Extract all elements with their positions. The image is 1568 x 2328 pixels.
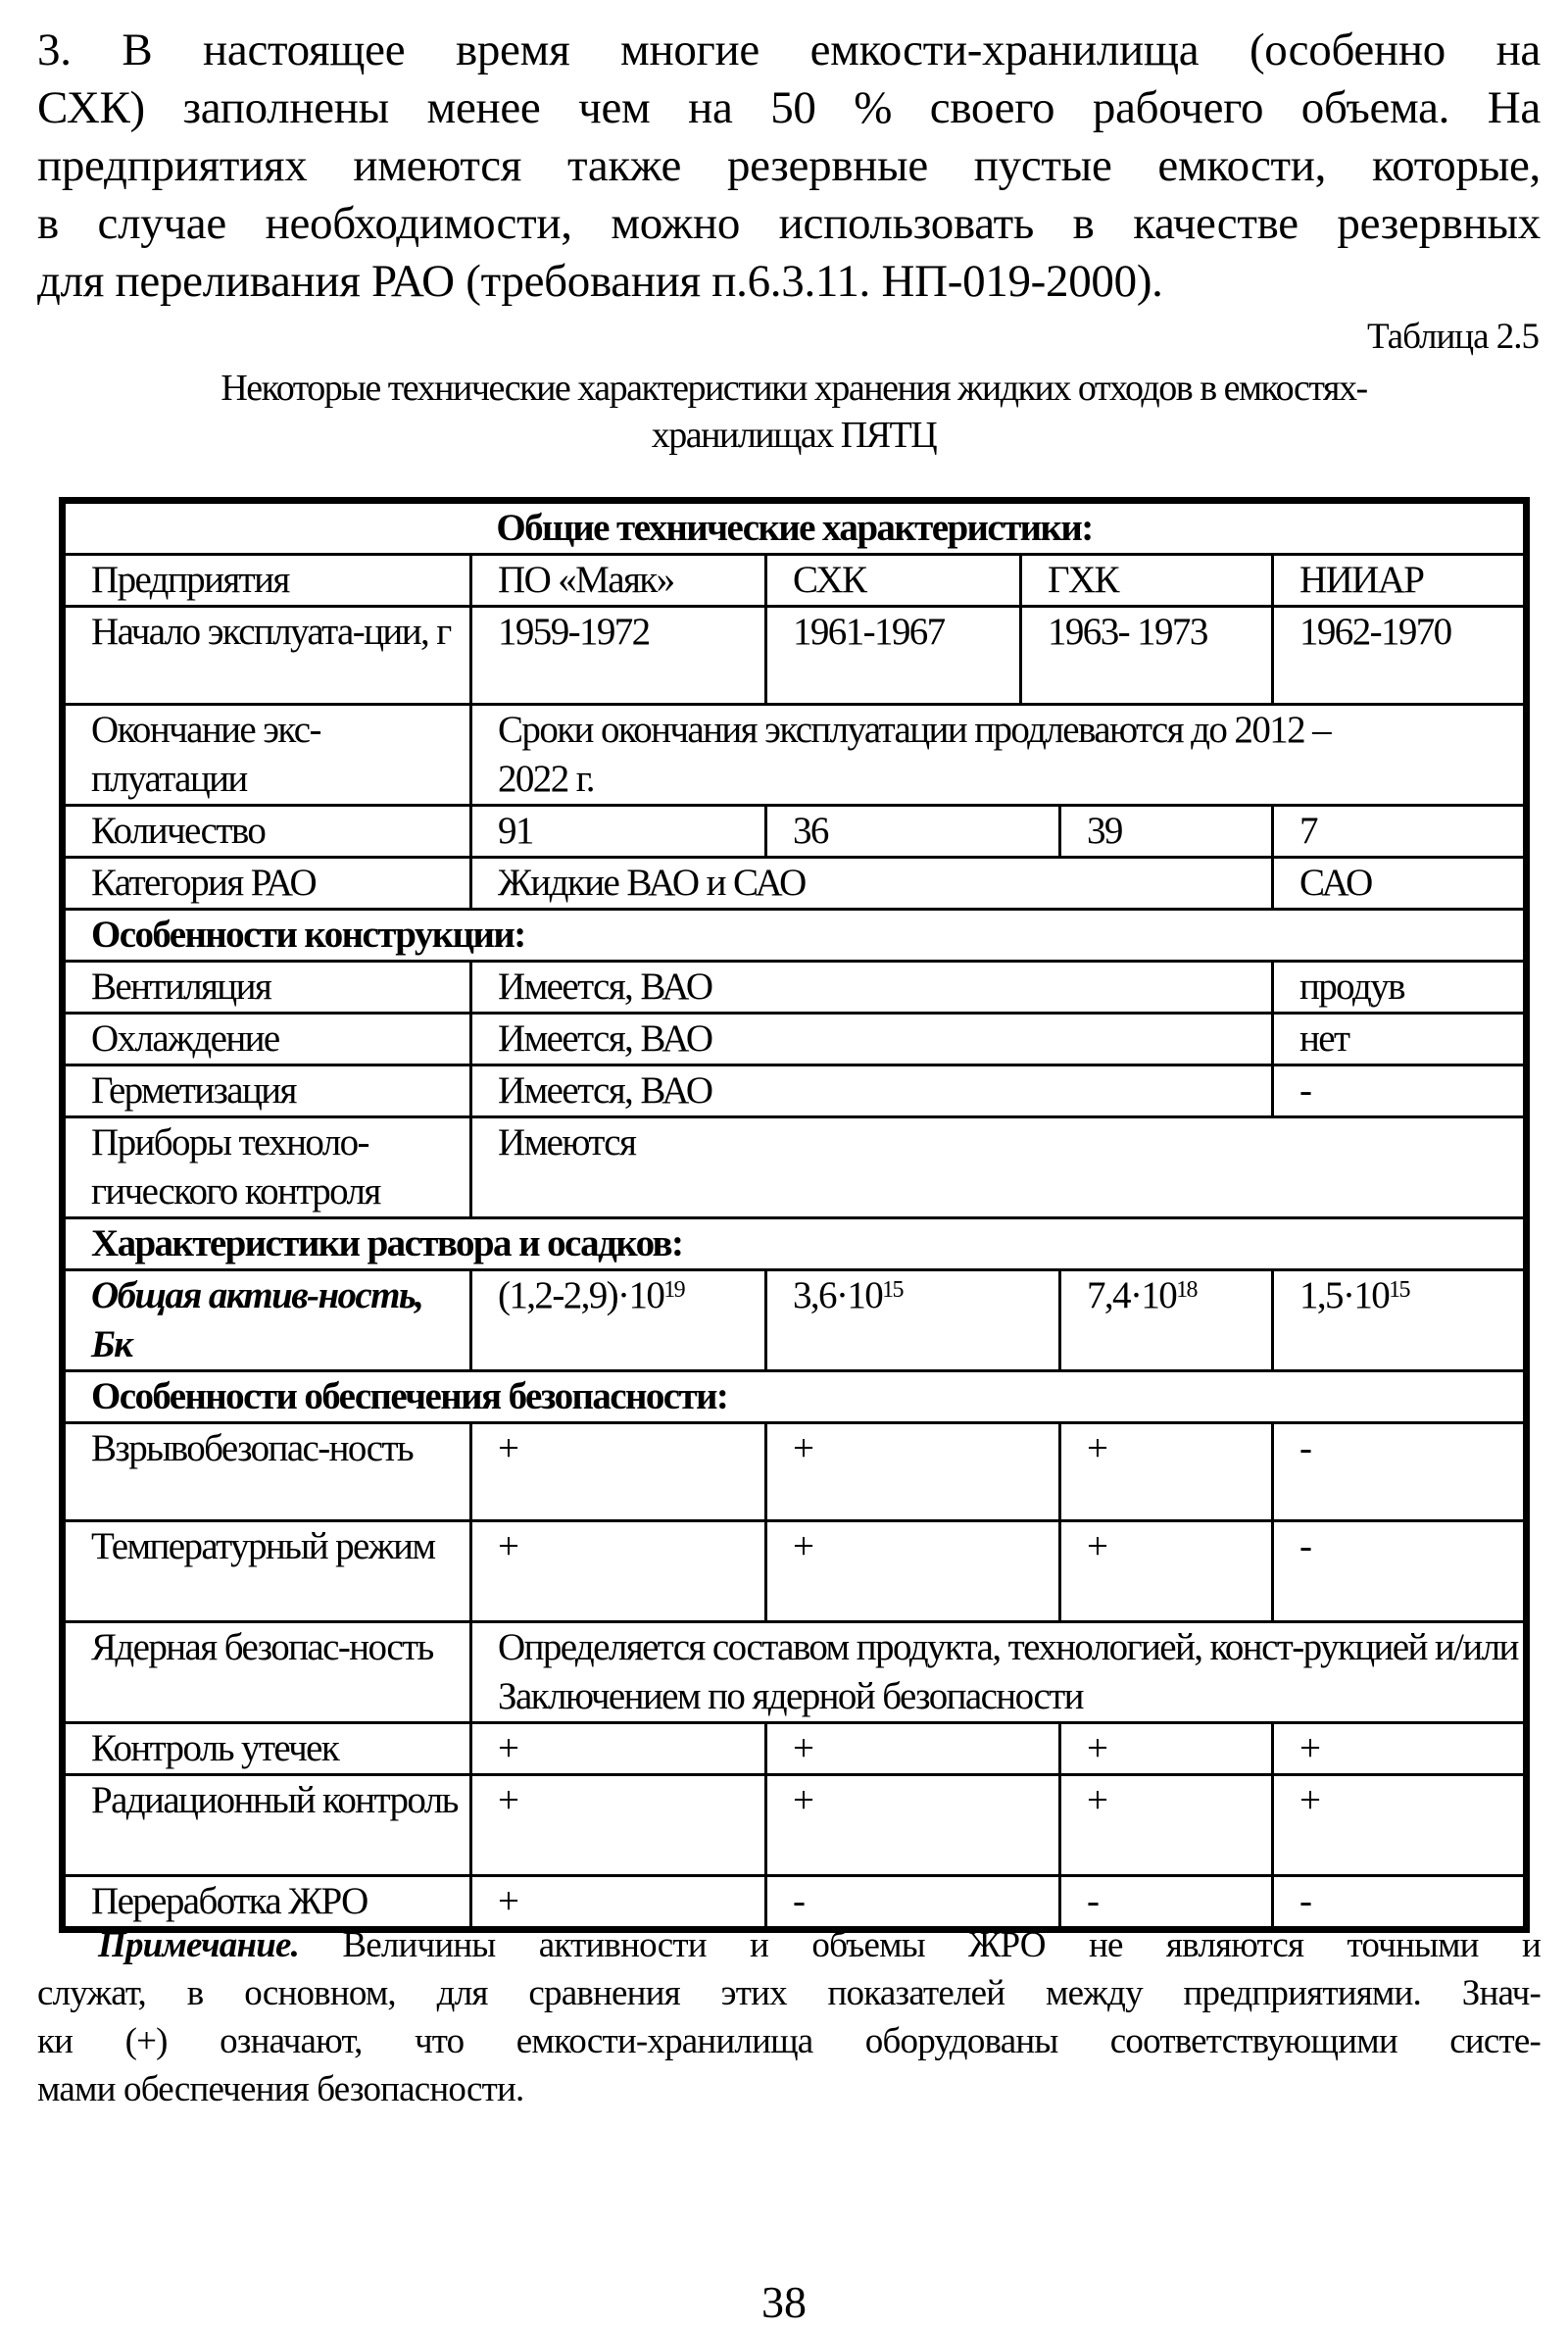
row-label: Приборы техноло-гического контроля <box>65 1117 471 1218</box>
row-label: Предприятия <box>65 555 471 607</box>
cell: + <box>1060 1723 1273 1775</box>
table-row <box>65 555 1525 607</box>
cell: Жидкие ВАО и САО <box>471 858 1273 910</box>
activity-base: 1,5·10 <box>1299 1274 1390 1316</box>
note-line <box>37 1921 1541 1969</box>
cell: продув <box>1273 962 1525 1014</box>
cell: + <box>471 1423 766 1521</box>
paragraph-line: СХК) заполнены менее чем на 50 % своего рабочего объема. На <box>37 82 1541 133</box>
caption-line: хранилищах ПЯТЦ <box>651 415 937 456</box>
body-paragraph <box>37 22 1541 311</box>
table-row <box>65 910 1525 962</box>
table-row <box>65 962 1525 1014</box>
table-row <box>65 607 1525 705</box>
cell: + <box>1273 1723 1525 1775</box>
row-label: Взрывобезопас-ность <box>65 1423 471 1521</box>
cell: 91 <box>471 806 766 858</box>
cell: - <box>1273 1423 1525 1521</box>
cell: 1963- 1973 <box>1021 607 1273 705</box>
cell: ГХК <box>1021 555 1273 607</box>
cell: + <box>1060 1423 1273 1521</box>
section-design: Особенности конструкции: <box>65 910 1525 962</box>
cell: - <box>1273 1065 1525 1117</box>
note-line: ки (+) означают, что емкости-хранилища оборудованы соответствующими систе- <box>37 2021 1541 2061</box>
paragraph-line: в случае необходимости, можно использовать в качестве резервных <box>37 198 1541 249</box>
cell: - <box>766 1876 1060 1928</box>
row-label: Температурный режим <box>65 1521 471 1622</box>
cell: 7 <box>1273 806 1525 858</box>
activity-exponent: 15 <box>882 1277 903 1303</box>
row-label: Контроль утечек <box>65 1723 471 1775</box>
table-row <box>65 1622 1525 1723</box>
activity-exponent: 19 <box>663 1277 685 1303</box>
table-caption <box>59 365 1529 459</box>
row-label: Категория РАО <box>65 858 471 910</box>
paragraph-line: предприятиях имеются также резервные пустые емкости, которые, <box>37 140 1541 191</box>
cell: нет <box>1273 1014 1525 1065</box>
table-note <box>37 1921 1541 2113</box>
cell: + <box>766 1775 1060 1876</box>
cell: + <box>471 1775 766 1876</box>
table-row <box>65 1270 1525 1371</box>
cell: 1959-1972 <box>471 607 766 705</box>
cell: ПО «Маяк» <box>471 555 766 607</box>
table-row <box>65 806 1525 858</box>
activity-exponent: 18 <box>1176 1277 1197 1303</box>
row-label: Переработка ЖРО <box>65 1876 471 1928</box>
cell: САО <box>1273 858 1525 910</box>
table-row <box>65 858 1525 910</box>
cell: + <box>766 1723 1060 1775</box>
cell: Имеется, ВАО <box>471 1065 1273 1117</box>
cell: Сроки окончания эксплуатации продлеваются до 2012 – 2022 г. <box>471 705 1525 806</box>
activity-base: 3,6·10 <box>793 1274 883 1316</box>
caption-line: Некоторые технические характеристики хранения жидких отходов в емкостях- <box>220 368 1367 409</box>
cell: Имеется, ВАО <box>471 962 1273 1014</box>
table-row <box>65 705 1525 806</box>
cell: Определяется составом продукта, технологией, конст-рукцией и/или Заключением по ядерной безопасности <box>471 1622 1525 1723</box>
table-row <box>65 1371 1525 1423</box>
table-row <box>65 1876 1525 1928</box>
section-general: Общие технические характеристики: <box>65 503 1525 555</box>
table-row <box>65 1218 1525 1270</box>
row-label: Общая актив-ность, Бк <box>65 1270 471 1371</box>
row-label: Вентиляция <box>65 962 471 1014</box>
note-line: служат, в основном, для сравнения этих показателей между предприятиями. Знач- <box>37 1973 1541 2013</box>
page-number: 38 <box>761 2277 807 2327</box>
table-row <box>65 1065 1525 1117</box>
paragraph-line: для переливания РАО (требования п.6.3.11. НП-019-2000). <box>37 256 1163 307</box>
table-row <box>65 1723 1525 1775</box>
cell: - <box>1060 1876 1273 1928</box>
note-text: Величины активности и объемы ЖРО не являются точными и <box>299 1925 1541 1965</box>
cell: 36 <box>766 806 1060 858</box>
row-label: Количество <box>65 806 471 858</box>
section-solution: Характеристики раствора и осадков: <box>65 1218 1525 1270</box>
table-row <box>65 503 1525 555</box>
note-label: Примечание. <box>98 1925 300 1965</box>
activity-base: 7,4·10 <box>1087 1274 1177 1316</box>
cell: 39 <box>1060 806 1273 858</box>
cell: + <box>1060 1521 1273 1622</box>
cell: 1962-1970 <box>1273 607 1525 705</box>
section-safety: Особенности обеспечения безопасности: <box>65 1371 1525 1423</box>
table-row <box>65 1423 1525 1521</box>
cell: НИИАР <box>1273 555 1525 607</box>
row-label: Ядерная безопас-ность <box>65 1622 471 1723</box>
row-label: Герметизация <box>65 1065 471 1117</box>
cell <box>766 1270 1060 1371</box>
cell <box>1060 1270 1273 1371</box>
table-row <box>65 1775 1525 1876</box>
cell: - <box>1273 1876 1525 1928</box>
row-label: Радиационный контроль <box>65 1775 471 1876</box>
note-line: мами обеспечения безопасности. <box>37 2069 524 2109</box>
cell: + <box>471 1876 766 1928</box>
cell: + <box>1273 1775 1525 1876</box>
cell: + <box>766 1423 1060 1521</box>
table-row <box>65 1521 1525 1622</box>
row-label: Начало эксплуата-ции, г <box>65 607 471 705</box>
cell: + <box>471 1521 766 1622</box>
table-row <box>65 1117 1525 1218</box>
paragraph-line: 3. В настоящее время многие емкости-хранилища (особенно на <box>37 25 1541 75</box>
data-table <box>63 501 1526 1929</box>
cell: + <box>1060 1775 1273 1876</box>
cell: 1961-1967 <box>766 607 1021 705</box>
cell <box>1273 1270 1525 1371</box>
table-number: Таблица 2.5 <box>1367 317 1539 357</box>
cell: Имеются <box>471 1117 1525 1218</box>
row-label: Охлаждение <box>65 1014 471 1065</box>
cell: Имеется, ВАО <box>471 1014 1273 1065</box>
cell: + <box>471 1723 766 1775</box>
activity-exponent: 15 <box>1389 1277 1409 1303</box>
table-row <box>65 1014 1525 1065</box>
cell <box>471 1270 766 1371</box>
row-label: Окончание экс-плуатации <box>65 705 471 806</box>
activity-base: (1,2-2,9)·10 <box>498 1274 664 1316</box>
cell: СХК <box>766 555 1021 607</box>
cell: + <box>766 1521 1060 1622</box>
cell: - <box>1273 1521 1525 1622</box>
